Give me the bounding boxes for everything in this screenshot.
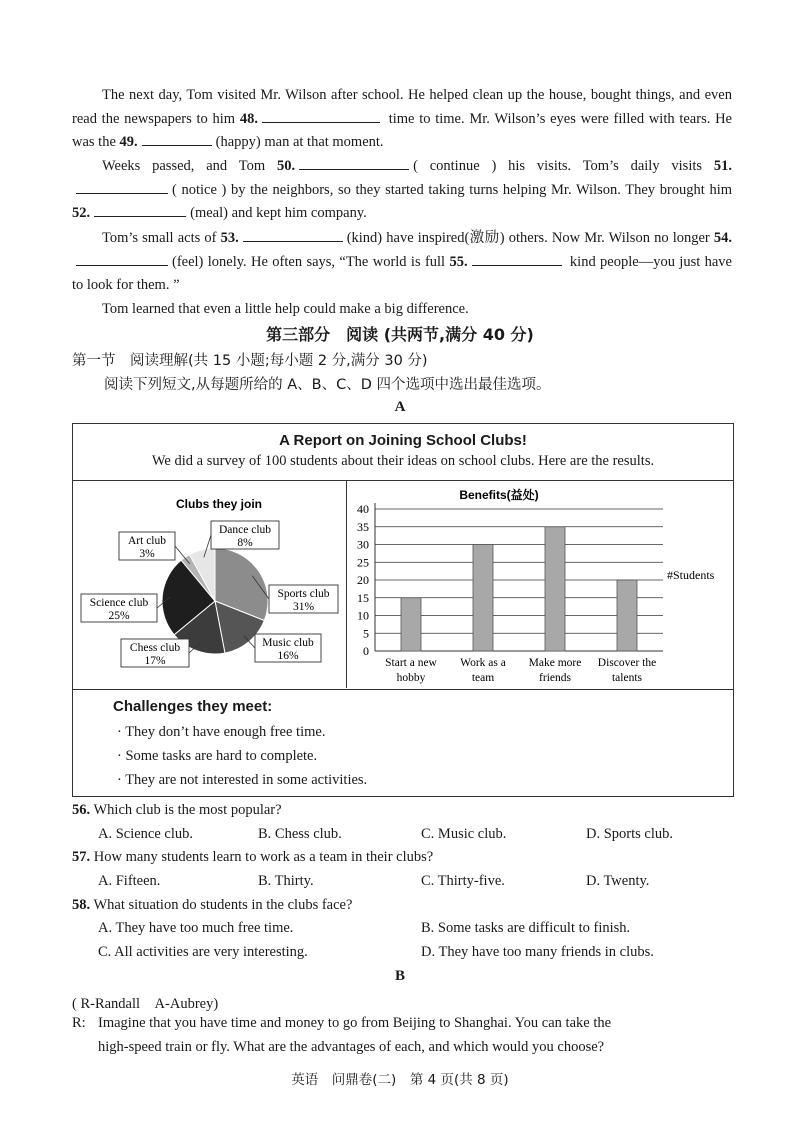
y-tick-label: 25 <box>357 555 369 570</box>
challenges-title: Challenges they meet: <box>113 698 273 715</box>
pie-chart <box>73 481 346 688</box>
pie-label-name: Dance club <box>218 524 272 536</box>
hint-52: (meal) <box>190 205 228 221</box>
hint-53: (kind) <box>346 230 383 246</box>
page-footer: 英语 问鼎卷(二) 第 4 页(共 8 页) <box>291 1072 509 1088</box>
pie-label-value: 25% <box>108 610 130 622</box>
cloze-text: Weeks passed, and Tom <box>102 158 277 174</box>
option-57-c[interactable]: C. Thirty-five. <box>421 873 505 889</box>
bar-chart <box>347 481 732 688</box>
option-56-a[interactable]: A. Science club. <box>98 826 194 842</box>
report-header <box>73 424 733 481</box>
cloze-paragraph-2 <box>72 155 732 226</box>
question-57 <box>72 849 433 866</box>
pie-label-value: 3% <box>139 548 155 560</box>
section-instruction: 阅读下列短文,从每题所给的 A、B、C、D 四个选项中选出最佳选项。 <box>104 377 551 393</box>
blank-number-55: 55. <box>449 253 468 270</box>
pie-label-value: 31% <box>292 601 315 613</box>
question-number: 56. <box>72 802 91 818</box>
dialog-line-2: high-speed train or fly. What are the advantages of each, and which would you choose? <box>98 1039 605 1055</box>
blank-number-53: 53. <box>220 230 239 246</box>
x-tick-label: Work as a <box>460 657 506 669</box>
pie-label-name: Sports club <box>277 588 330 600</box>
dialog-roles: ( R-Randall A-Aubrey) <box>72 996 219 1012</box>
y-tick-label: 40 <box>357 502 369 516</box>
pie-label-value: 16% <box>277 650 299 662</box>
cloze-text: The next day, Tom visited Mr. Wilson after school. He helped clean up the house, bought things, and even read the newspapers to him <box>72 87 732 127</box>
option-57-d[interactable]: D. Twenty. <box>586 873 650 889</box>
section-title: 第三部分 阅读 (共两节,满分 40 分) <box>266 325 534 344</box>
pie-label-art-club <box>119 532 190 564</box>
pie-label-music-club <box>244 634 321 662</box>
pie-label-science-club <box>81 594 170 622</box>
option-57-b[interactable]: B. Thirty. <box>258 873 314 889</box>
section-subtitle: 第一节 阅读理解(共 15 小题;每小题 2 分,满分 30 分) <box>72 353 428 369</box>
cloze-text: have inspired(激励) others. Now Mr. Wilson no longer <box>382 230 714 246</box>
blank-50[interactable] <box>299 155 409 170</box>
cloze-paragraph-1 <box>72 84 732 155</box>
report-box <box>72 423 734 797</box>
y-tick-label: 35 <box>357 519 369 534</box>
pie-chart-panel <box>73 481 347 688</box>
x-tick-label: friends <box>539 672 571 684</box>
option-56-b[interactable]: B. Chess club. <box>258 826 342 842</box>
pie-label-name: Music club <box>262 637 314 649</box>
dialog-line-1: Imagine that you have time and money to go from Beijing to Shanghai. You can take the <box>98 1015 612 1031</box>
option-57-a[interactable]: A. Fifteen. <box>98 873 161 889</box>
y-tick-label: 20 <box>357 573 369 587</box>
option-58-a[interactable]: A. They have too much free time. <box>98 920 294 936</box>
question-text: How many students learn to work as a team in their clubs? <box>90 849 434 865</box>
pie-label-value: 17% <box>144 655 166 667</box>
option-56-c[interactable]: C. Music club. <box>421 826 507 842</box>
hint-51: ( notice ) <box>172 181 227 198</box>
x-tick-label: team <box>471 672 495 684</box>
cloze-text: kind people—you just have to look for them. ” <box>72 253 732 293</box>
blank-number-54: 54. <box>713 230 732 246</box>
pie-label-name: Art club <box>127 535 167 547</box>
blank-52[interactable] <box>94 202 186 217</box>
blank-number-48: 48. <box>239 110 258 127</box>
bar-start-a-new-hobby <box>401 598 421 651</box>
question-text: Which club is the most popular? <box>90 802 282 818</box>
dialog-speaker-r: R: <box>72 1015 86 1031</box>
option-58-d[interactable]: D. They have too many friends in clubs. <box>421 944 654 960</box>
x-tick-label: talents <box>611 672 643 684</box>
question-number: 58. <box>72 897 91 913</box>
challenges-section <box>73 689 733 797</box>
passage-letter-a: A <box>394 399 406 415</box>
blank-53[interactable] <box>243 227 343 242</box>
blank-49[interactable] <box>142 131 212 146</box>
x-tick-label: hobby <box>396 672 426 684</box>
bar-make-more-friends <box>545 527 565 651</box>
y-tick-label: 30 <box>357 537 369 552</box>
blank-54[interactable] <box>76 251 168 266</box>
blank-number-52: 52. <box>72 205 91 221</box>
cloze-text: his visits. Tom’s daily visits <box>496 158 714 174</box>
cloze-text: and kept him company. <box>227 205 367 221</box>
cloze-text: Tom learned that even a little help could make a big difference. <box>102 301 469 317</box>
bar-work-as-a-team <box>473 545 493 652</box>
pie-chart-title: Clubs they join <box>175 497 263 511</box>
blank-48[interactable] <box>262 108 380 123</box>
cloze-text: man at that moment. <box>260 134 384 150</box>
series-label: #Students <box>667 568 715 582</box>
cloze-text: time to time. Mr. Wilson’s eyes were filled with tears. He was the <box>72 110 732 150</box>
report-title: A Report on Joining School Clubs! <box>279 432 527 449</box>
bar-discover-the-talents <box>617 580 637 651</box>
hint-54: (feel) <box>172 253 204 270</box>
cloze-text: Tom’s small acts of <box>102 230 221 246</box>
blank-51[interactable] <box>76 179 168 194</box>
report-subtitle: We did a survey of 100 students about their ideas on school clubs. Here are the results. <box>151 453 655 469</box>
pie-label-chess-club <box>121 639 200 667</box>
question-58 <box>72 897 352 914</box>
challenge-item: · They don’t have enough free time. <box>117 724 326 740</box>
pie-label-name: Chess club <box>129 642 181 654</box>
challenge-item: · They are not interested in some activities. <box>117 772 368 788</box>
blank-number-51: 51. <box>713 158 732 174</box>
pie-label-name: Science club <box>89 597 149 609</box>
question-56 <box>72 802 282 819</box>
bar-chart-title: Benefits(益处) <box>459 488 539 502</box>
bar-chart-panel <box>347 481 732 688</box>
blank-number-50: 50. <box>276 158 296 174</box>
cloze-paragraph-3 <box>72 227 732 298</box>
question-text: What situation do students in the clubs face? <box>90 897 353 913</box>
question-number: 57. <box>72 849 91 865</box>
x-tick-label: Start a new <box>385 657 437 669</box>
option-58-c[interactable]: C. All activities are very interesting. <box>98 944 308 960</box>
hint-49: (happy) <box>215 134 261 150</box>
hint-50: ( continue ) <box>413 158 497 174</box>
cloze-text: lonely. He often says, “The world is full <box>203 253 450 270</box>
y-tick-label: 15 <box>357 590 369 605</box>
x-tick-label: Discover the <box>597 657 657 669</box>
cloze-paragraph-4 <box>72 298 732 322</box>
cloze-text: by the neighbors, so they started taking turns helping Mr. Wilson. They brought him <box>226 181 732 198</box>
pie-label-value: 8% <box>237 537 253 549</box>
option-58-b[interactable]: B. Some tasks are difficult to finish. <box>421 920 631 936</box>
option-56-d[interactable]: D. Sports club. <box>586 826 673 842</box>
x-tick-label: Make more <box>528 657 582 669</box>
blank-55[interactable] <box>472 251 562 266</box>
y-tick-label: 5 <box>363 626 369 641</box>
y-tick-label: 0 <box>363 644 369 658</box>
passage-letter-b: B <box>394 968 405 984</box>
blank-number-49: 49. <box>119 134 138 150</box>
y-tick-label: 10 <box>357 608 369 623</box>
challenge-item: · Some tasks are hard to complete. <box>117 748 318 764</box>
